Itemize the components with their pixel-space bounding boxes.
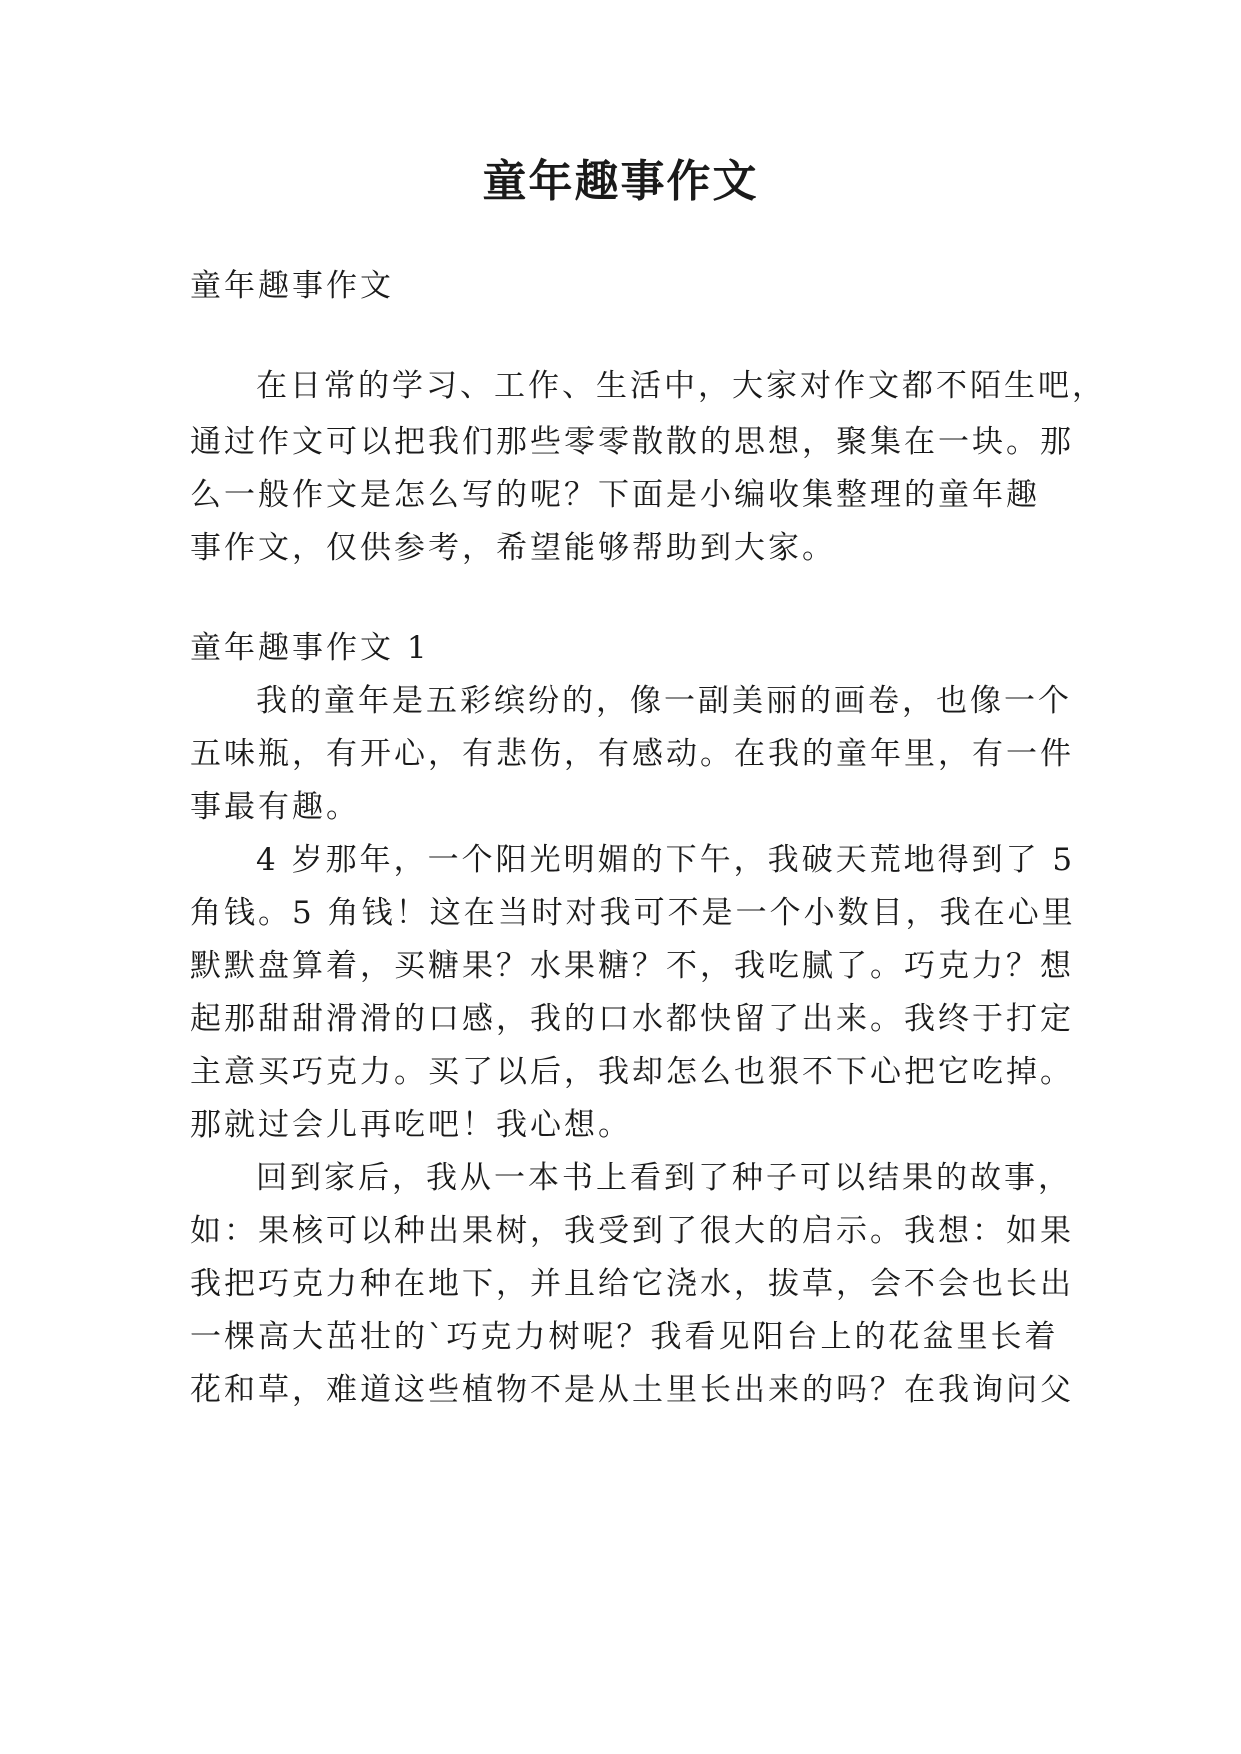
paragraph-line: 如：果核可以种出果树，我受到了很大的启示。我想：如果 [190,1213,1074,1249]
paragraph-line: 回到家后，我从一本书上看到了种子可以结果的故事， [256,1160,1072,1196]
paragraph-line: 那就过会儿再吃吧！我心想。 [190,1107,632,1143]
paragraph-line: 花和草，难道这些植物不是从土里长出来的吗？在我询问父 [190,1372,1074,1408]
intro-line: 么一般作文是怎么写的呢？下面是小编收集整理的童年趣 [190,477,1040,513]
paragraph-line: 五味瓶，有开心，有悲伤，有感动。在我的童年里，有一件 [190,736,1074,772]
paragraph-line: 角钱。5 角钱！这在当时对我可不是一个小数目，我在心里 [190,895,1076,931]
section-heading: 童年趣事作文 1 [190,630,430,666]
paragraph-line: 我把巧克力种在地下，并且给它浇水，拔草，会不会也长出 [190,1266,1074,1302]
paragraph-line: 一棵高大茁壮的`巧克力树呢？我看见阳台上的花盆里长着 [190,1319,1059,1355]
paragraph-line: 主意买巧克力。买了以后，我却怎么也狠不下心把它吃掉。 [190,1054,1074,1090]
paragraph-line: 默默盘算着，买糖果？水果糖？不，我吃腻了。巧克力？想 [190,948,1074,984]
intro-line: 通过作文可以把我们那些零零散散的思想，聚集在一块。那 [190,424,1074,460]
paragraph-line: 4 岁那年，一个阳光明媚的下午，我破天荒地得到了 5 [256,842,1076,878]
subtitle-line: 童年趣事作文 [190,268,394,304]
paragraph-line: 事最有趣。 [190,789,360,825]
paragraph-line: 我的童年是五彩缤纷的，像一副美丽的画卷，也像一个 [256,683,1072,719]
document-title: 童年趣事作文 [482,156,759,207]
paragraph-line: 起那甜甜滑滑的口感，我的口水都快留了出来。我终于打定 [190,1001,1074,1037]
intro-line: 在日常的学习、工作、生活中，大家对作文都不陌生吧， [256,368,1106,404]
intro-line: 事作文，仅供参考，希望能够帮助到大家。 [190,530,836,566]
